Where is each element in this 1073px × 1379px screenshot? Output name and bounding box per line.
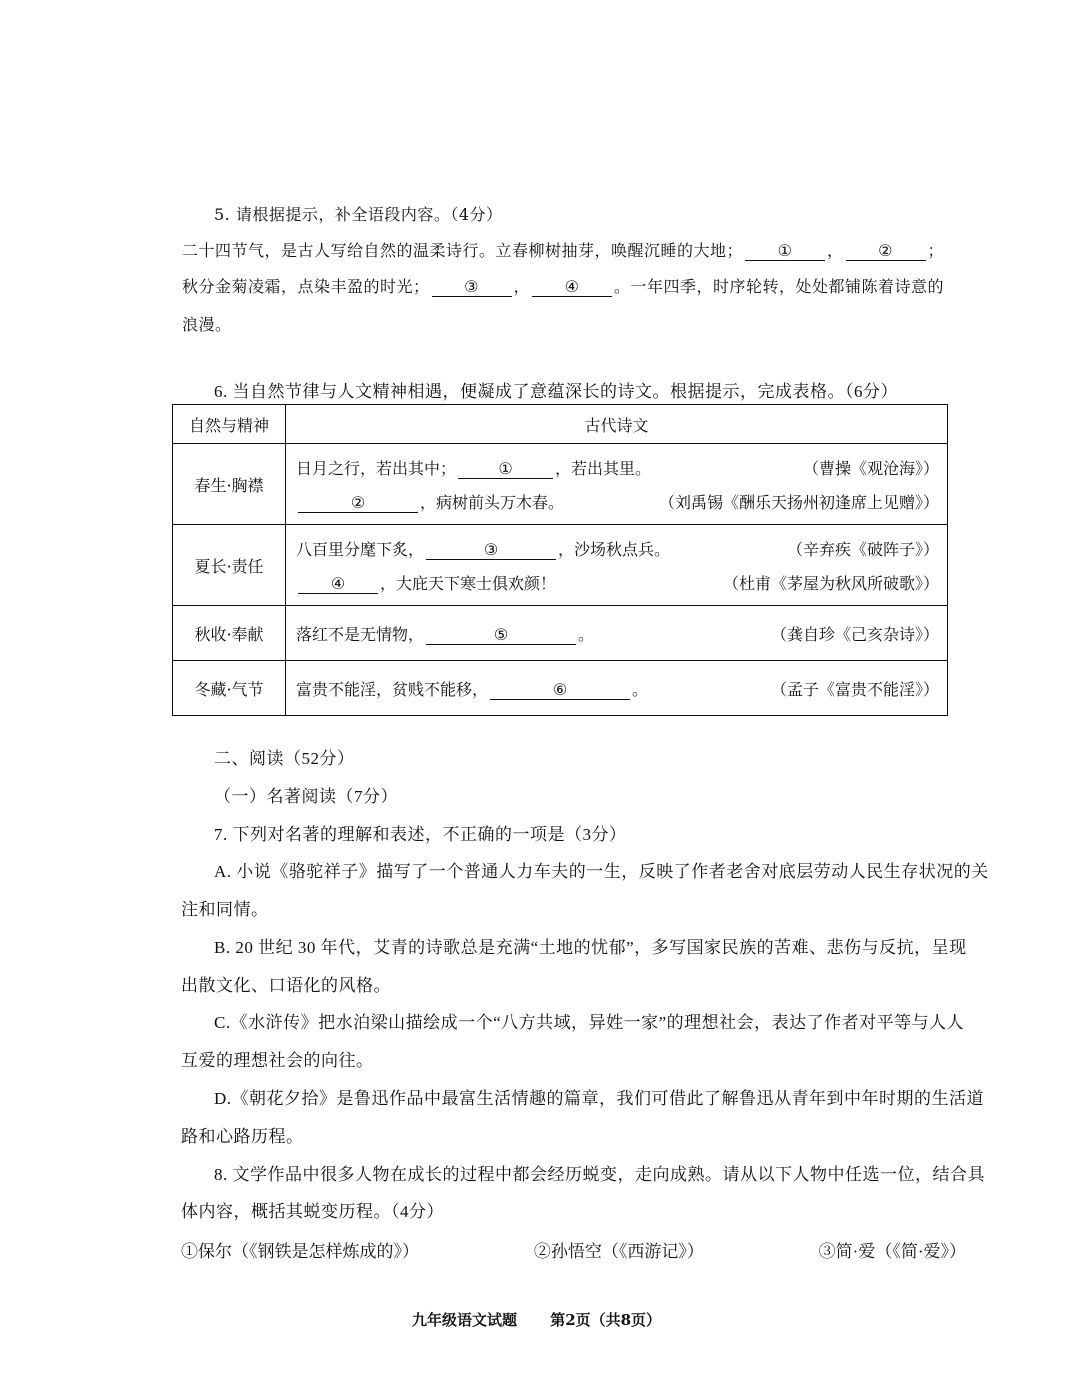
- q5-blank-1: ①: [745, 242, 825, 261]
- header-ancient-poetry: 古代诗文: [286, 405, 948, 444]
- poem-text: 。: [632, 679, 649, 699]
- poem-blank-6: ⑥: [490, 681, 630, 700]
- q5-line-2: [182, 276, 944, 298]
- section-2-title: 二、阅读（52分）: [214, 749, 355, 768]
- poem-text: 富贵不能淫，贫贱不能移，: [296, 679, 489, 699]
- table-header-row: [173, 405, 948, 444]
- table-row: [173, 525, 948, 606]
- q6-title: 6. 当自然节律与人文精神相遇，便凝成了意蕴深长的诗文。根据提示，完成表格。（6分）: [214, 382, 898, 401]
- q7-option-c-cont: 互爱的理想社会的向往。: [181, 1051, 374, 1070]
- footer-subject: 九年级语文试题: [411, 1311, 517, 1329]
- q5-blank-2: ②: [846, 242, 926, 261]
- row-label: 秋收·奉献: [173, 606, 286, 661]
- poem-source: （辛弃疾《破阵子》）: [786, 539, 939, 559]
- q7-option-b: B. 20 世纪 30 年代，艾青的诗歌总是充满“土地的忧郁”，多写国家民族的苦难、悲伤与反抗，呈现: [214, 938, 967, 957]
- poem-text: 。: [578, 624, 595, 644]
- poem-text: ，沙场秋点兵。: [558, 539, 671, 559]
- poem-text: 日月之行，若出其中；: [296, 458, 457, 478]
- poem-text: 八百里分麾下炙，: [296, 539, 425, 559]
- q8-prompt-cont: 体内容，概括其蜕变历程。（4分）: [181, 1202, 444, 1221]
- q5-blank-4: ④: [532, 278, 612, 297]
- table-row: [173, 444, 948, 525]
- row-content: [286, 661, 948, 716]
- q8-prompt: 8. 文学作品中很多人物在成长的过程中都会经历蜕变，走向成熟。请从以下人物中任选一位，结合具: [214, 1165, 985, 1184]
- q5-line-2-text: 秋分金菊凌霜，点染丰盈的时光；: [182, 277, 430, 296]
- row-label: 冬藏·气节: [173, 661, 286, 716]
- q7-option-d-cont: 路和心路历程。: [181, 1127, 304, 1146]
- poem-blank-3: ③: [426, 541, 556, 560]
- poem-blank-1: ①: [458, 460, 553, 479]
- poem-blank-2: ②: [298, 494, 418, 513]
- poem-source: （孟子《富贵不能淫》）: [770, 679, 939, 699]
- poem-text: ，病树前头万木春。: [420, 492, 565, 512]
- q7-title: 7. 下列对名著的理解和表述，不正确的一项是（3分）: [214, 825, 627, 844]
- q7-option-a-cont: 注和同情。: [181, 900, 269, 919]
- poem-source: （曹操《观沧海》）: [802, 458, 939, 478]
- q8-choices: [181, 1237, 966, 1262]
- q8-choice-3: ③简·爱（《简·爱》）: [818, 1242, 966, 1261]
- q8-choice-1: ①保尔（《钢铁是怎样炼成的》）: [181, 1242, 419, 1261]
- q5-blank-3: ③: [432, 278, 512, 297]
- q5-end-1: ；: [927, 241, 945, 260]
- poem-line: [296, 531, 939, 565]
- poem-line: [296, 484, 939, 518]
- q7-option-b-cont: 出散文化、口语化的风格。: [181, 976, 391, 995]
- table-row: [173, 661, 948, 716]
- table-row: [173, 606, 948, 661]
- row-content: [286, 444, 948, 525]
- poem-source: （刘禹锡《酬乐天扬州初逢席上见赠》）: [658, 492, 939, 512]
- page-footer: [0, 1309, 1073, 1330]
- q5-line-2-end: 。一年四季，时序轮转，处处都铺陈着诗意的: [614, 277, 945, 296]
- row-content: [286, 606, 948, 661]
- q7-option-a: A. 小说《骆驼祥子》描写了一个普通人力车夫的一生，反映了作者老舍对底层劳动人民生存状况的关: [214, 862, 989, 881]
- q8-choice-2: ②孙悟空（《西游记》）: [533, 1242, 704, 1261]
- section-2-sub-1: （一）名著阅读（7分）: [214, 787, 398, 806]
- row-content: [286, 525, 948, 606]
- poem-source: （龚自珍《己亥杂诗》）: [770, 624, 939, 644]
- poem-text: 落红不是无情物，: [296, 624, 425, 644]
- poem-line: [296, 612, 939, 654]
- q5-sep-2: ，: [513, 277, 531, 296]
- poem-line: [296, 450, 939, 484]
- poem-blank-4: ④: [298, 575, 378, 594]
- q5-line-1-text: 二十四节气，是古人写给自然的温柔诗行。立春柳树抽芽，唤醒沉睡的大地；: [182, 241, 744, 260]
- q7-option-d: D.《朝花夕拾》是鲁迅作品中最富生活情趣的篇章，我们可借此了解鲁迅从青年到中年时期的生活道: [214, 1089, 985, 1108]
- footer-page-number: 第2页（共8页）: [550, 1311, 662, 1329]
- poem-source: （杜甫《茅屋为秋风所破歌》）: [722, 573, 939, 593]
- poem-text: ，若出其里。: [555, 458, 652, 478]
- poem-line: [296, 565, 939, 599]
- poem-text: ，大庇天下寒士俱欢颜！: [380, 573, 557, 593]
- row-label: 春生·胸襟: [173, 444, 286, 525]
- header-nature-spirit: 自然与精神: [173, 405, 286, 444]
- q5-line-1: [182, 240, 944, 262]
- q7-option-c: C.《水浒传》把水泊梁山描绘成一个“八方共域，异姓一家”的理想社会，表达了作者对平等与人人: [214, 1013, 965, 1032]
- poem-line: [296, 667, 939, 709]
- q5-title: 5. 请根据提示，补全语段内容。（4分）: [214, 205, 503, 224]
- poem-table: [172, 404, 948, 716]
- q5-line-3: 浪漫。: [182, 315, 232, 334]
- poem-blank-5: ⑤: [426, 626, 576, 645]
- q5-sep-1: ，: [827, 241, 844, 260]
- row-label: 夏长·责任: [173, 525, 286, 606]
